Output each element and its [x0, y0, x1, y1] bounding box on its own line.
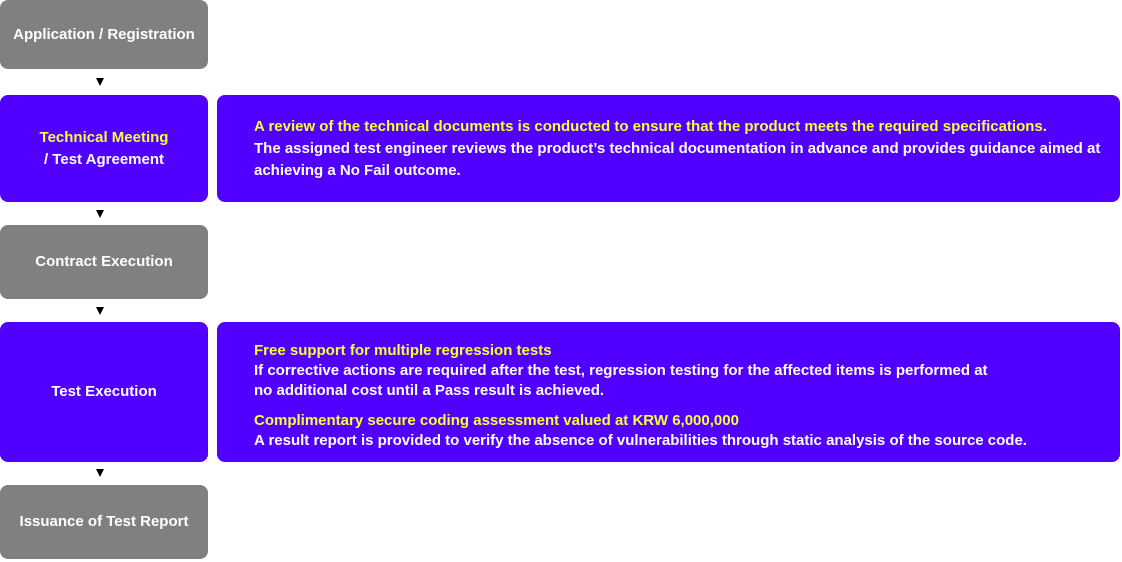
detail-test-execution	[217, 322, 1120, 462]
step-issuance-test-report	[0, 485, 208, 559]
step-label: Test Execution	[51, 383, 157, 400]
step-label: / Test Agreement	[43, 150, 164, 168]
down-arrow-icon	[96, 469, 104, 477]
down-arrow-icon	[96, 78, 104, 86]
step-label-highlight: Technical Meeting	[39, 128, 169, 146]
detail-heading: Complimentary secure coding assessment valued at KRW 6,000,000	[254, 412, 739, 429]
detail-block-secure-coding	[254, 411, 1106, 451]
step-label: Contract Execution	[35, 253, 173, 270]
detail-heading: Free support for multiple regression tests	[254, 342, 552, 359]
down-arrow-icon	[96, 307, 104, 315]
detail-technical-meeting	[217, 95, 1120, 202]
step-contract-execution	[0, 225, 208, 299]
detail-body: A result report is provided to verify the absence of vulnerabilities through static analysis of the source code.	[254, 432, 1027, 449]
step-application-registration	[0, 0, 208, 69]
detail-heading: A review of the technical documents is conducted to ensure that the product meets the required specifications.	[254, 118, 1047, 135]
detail-body-line: no additional cost until a Pass result is achieved.	[254, 382, 605, 399]
detail-body-line: If corrective actions are required after the test, regression testing for the affected items is performed at	[254, 362, 988, 379]
step-label: Application / Registration	[13, 25, 195, 43]
detail-body: The assigned test engineer reviews the product’s technical documentation in advance and provides guidance aimed at achieving a No Fail outcome.	[254, 140, 1101, 179]
detail-block-regression	[254, 341, 1106, 401]
step-label: Issuance of Test Report	[19, 513, 189, 530]
step-technical-meeting	[0, 95, 208, 202]
step-test-execution	[0, 322, 208, 462]
down-arrow-icon	[96, 210, 104, 218]
